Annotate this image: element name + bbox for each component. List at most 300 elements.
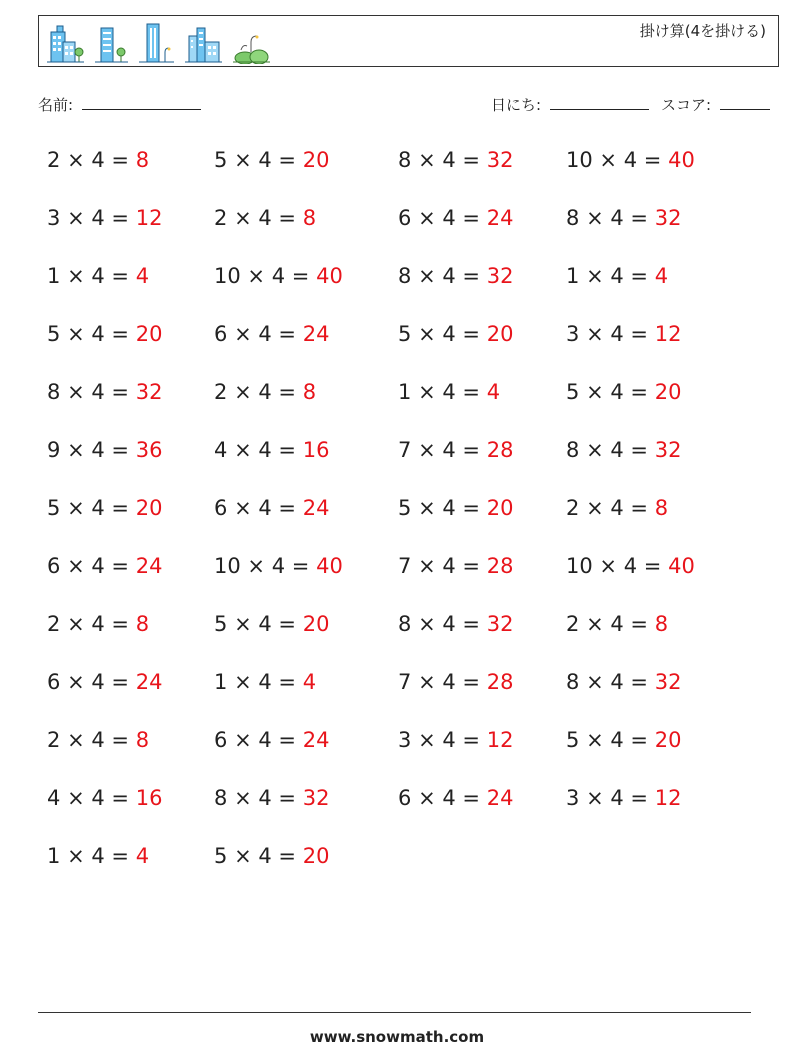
- equals-sign: =: [630, 438, 649, 462]
- problem-row: [0, 496, 794, 536]
- multiplicand: 8: [398, 148, 412, 172]
- multiplicand: 10: [214, 554, 241, 578]
- equals-sign: =: [111, 670, 130, 694]
- multiplicand: 2: [47, 612, 61, 636]
- times-sign: ×: [247, 264, 266, 288]
- problem-cell: [398, 206, 513, 230]
- problem-row: [0, 206, 794, 246]
- equals-sign: =: [111, 206, 130, 230]
- times-sign: ×: [67, 264, 85, 288]
- times-sign: ×: [418, 206, 436, 230]
- equals-sign: =: [291, 264, 310, 288]
- equals-sign: =: [111, 554, 130, 578]
- times-sign: ×: [418, 728, 436, 752]
- multiplier: 4: [442, 496, 456, 520]
- times-sign: ×: [234, 206, 252, 230]
- equals-sign: =: [111, 322, 130, 346]
- multiplier: 4: [258, 148, 272, 172]
- answer: 8: [654, 496, 669, 520]
- answer: 20: [135, 496, 163, 520]
- multiplicand: 8: [214, 786, 228, 810]
- date-blank-line[interactable]: [550, 95, 649, 110]
- problem-cell: [566, 206, 681, 230]
- problem-cell: [47, 670, 162, 694]
- worksheet-title: 掛け算(4を掛ける): [639, 22, 766, 40]
- multiplicand: 2: [47, 148, 61, 172]
- times-sign: ×: [67, 786, 85, 810]
- multiplier: 4: [610, 380, 624, 404]
- multiplier: 4: [442, 786, 456, 810]
- multiplier: 4: [442, 380, 456, 404]
- answer: 20: [302, 612, 330, 636]
- multiplier: 4: [442, 264, 456, 288]
- problem-row: [0, 728, 794, 768]
- answer: 32: [654, 206, 682, 230]
- equals-sign: =: [643, 554, 662, 578]
- multiplicand: 1: [214, 670, 228, 694]
- equals-sign: =: [630, 206, 649, 230]
- multiplier: 4: [91, 264, 105, 288]
- problem-cell: [398, 148, 513, 172]
- equals-sign: =: [278, 206, 297, 230]
- multiplicand: 6: [214, 322, 228, 346]
- multiplicand: 6: [398, 786, 412, 810]
- tower-building-icon: [93, 22, 129, 64]
- equals-sign: =: [630, 264, 649, 288]
- problem-cell: [398, 264, 513, 288]
- problem-cell: [398, 438, 513, 462]
- problem-cell: [47, 844, 149, 868]
- equals-sign: =: [630, 322, 649, 346]
- equals-sign: =: [111, 264, 130, 288]
- problem-cell: [214, 264, 343, 288]
- answer: 20: [302, 844, 330, 868]
- multiplier: 4: [258, 612, 272, 636]
- multiplicand: 6: [214, 728, 228, 752]
- equals-sign: =: [111, 612, 130, 636]
- multiplier: 4: [610, 496, 624, 520]
- problem-cell: [214, 728, 329, 752]
- multiplier: 4: [91, 554, 105, 578]
- problem-cell: [47, 322, 162, 346]
- times-sign: ×: [67, 670, 85, 694]
- multiplier: 4: [258, 786, 272, 810]
- times-sign: ×: [418, 670, 436, 694]
- multiplicand: 3: [566, 786, 580, 810]
- problem-cell: [398, 322, 513, 346]
- multiplicand: 2: [566, 612, 580, 636]
- multiplier: 4: [610, 670, 624, 694]
- equals-sign: =: [630, 612, 649, 636]
- equals-sign: =: [630, 496, 649, 520]
- problem-cell: [398, 612, 513, 636]
- times-sign: ×: [67, 322, 85, 346]
- equals-sign: =: [111, 380, 130, 404]
- multiplicand: 5: [398, 496, 412, 520]
- multiplicand: 2: [214, 206, 228, 230]
- problem-cell: [214, 786, 329, 810]
- multiplicand: 7: [398, 438, 412, 462]
- multiplicand: 8: [566, 206, 580, 230]
- multiplicand: 4: [214, 438, 228, 462]
- problem-row: [0, 322, 794, 362]
- multiplicand: 5: [566, 728, 580, 752]
- problem-cell: [47, 438, 162, 462]
- problem-cell: [214, 322, 329, 346]
- multiplier: 4: [442, 148, 456, 172]
- multiplier: 4: [91, 438, 105, 462]
- times-sign: ×: [418, 612, 436, 636]
- problem-cell: [566, 264, 668, 288]
- equals-sign: =: [291, 554, 310, 578]
- equals-sign: =: [278, 380, 297, 404]
- multiplier: 4: [610, 786, 624, 810]
- times-sign: ×: [586, 728, 604, 752]
- answer: 32: [486, 264, 514, 288]
- equals-sign: =: [643, 148, 662, 172]
- answer: 8: [654, 612, 669, 636]
- multiplier: 4: [442, 206, 456, 230]
- problem-row: [0, 786, 794, 826]
- multiplicand: 8: [398, 264, 412, 288]
- times-sign: ×: [67, 206, 85, 230]
- equals-sign: =: [111, 728, 130, 752]
- answer: 20: [654, 728, 682, 752]
- times-sign: ×: [586, 786, 604, 810]
- problem-row: [0, 438, 794, 478]
- times-sign: ×: [586, 438, 604, 462]
- answer: 28: [486, 554, 514, 578]
- multiplier: 4: [610, 322, 624, 346]
- times-sign: ×: [599, 148, 618, 172]
- answer: 32: [654, 670, 682, 694]
- times-sign: ×: [67, 844, 85, 868]
- problem-cell: [398, 786, 513, 810]
- times-sign: ×: [234, 322, 252, 346]
- multiplicand: 10: [566, 554, 593, 578]
- multiplier: 4: [442, 728, 456, 752]
- multiplicand: 5: [566, 380, 580, 404]
- multiplicand: 5: [214, 612, 228, 636]
- multiplier: 4: [258, 496, 272, 520]
- problem-cell: [47, 612, 149, 636]
- times-sign: ×: [599, 554, 618, 578]
- problem-cell: [47, 728, 149, 752]
- answer: 8: [302, 380, 317, 404]
- equals-sign: =: [630, 380, 649, 404]
- multiplier: 4: [610, 612, 624, 636]
- answer: 24: [302, 322, 330, 346]
- city-buildings-icon: [183, 22, 223, 64]
- multiplicand: 8: [566, 438, 580, 462]
- problem-cell: [566, 554, 695, 578]
- equals-sign: =: [462, 264, 481, 288]
- equals-sign: =: [462, 496, 481, 520]
- header-icons: [45, 20, 271, 64]
- equals-sign: =: [111, 438, 130, 462]
- date-field: [491, 94, 649, 115]
- times-sign: ×: [234, 496, 252, 520]
- equals-sign: =: [462, 206, 481, 230]
- multiplier: 4: [91, 206, 105, 230]
- multiplier: 4: [91, 148, 105, 172]
- answer: 20: [486, 322, 514, 346]
- multiplicand: 5: [47, 496, 61, 520]
- multiplier: 4: [623, 554, 638, 578]
- answer: 12: [654, 322, 682, 346]
- times-sign: ×: [586, 264, 604, 288]
- problem-cell: [566, 438, 681, 462]
- times-sign: ×: [67, 438, 85, 462]
- answer: 16: [135, 786, 163, 810]
- problem-row: [0, 148, 794, 188]
- times-sign: ×: [234, 148, 252, 172]
- answer: 12: [654, 786, 682, 810]
- multiplier: 4: [91, 844, 105, 868]
- multiplier: 4: [442, 670, 456, 694]
- multiplicand: 6: [214, 496, 228, 520]
- equals-sign: =: [462, 728, 481, 752]
- times-sign: ×: [67, 728, 85, 752]
- multiplier: 4: [258, 728, 272, 752]
- problem-cell: [566, 496, 668, 520]
- problem-cell: [566, 612, 668, 636]
- problem-cell: [214, 612, 329, 636]
- multiplier: 4: [91, 322, 105, 346]
- answer: 40: [668, 148, 695, 172]
- answer: 4: [302, 670, 317, 694]
- times-sign: ×: [418, 322, 436, 346]
- problem-cell: [566, 380, 681, 404]
- problem-cell: [398, 670, 513, 694]
- answer: 40: [668, 554, 695, 578]
- multiplier: 4: [271, 554, 286, 578]
- equals-sign: =: [462, 612, 481, 636]
- answer: 24: [135, 670, 163, 694]
- multiplicand: 3: [566, 322, 580, 346]
- multiplier: 4: [258, 322, 272, 346]
- equals-sign: =: [111, 148, 130, 172]
- multiplicand: 7: [398, 670, 412, 694]
- multiplier: 4: [91, 670, 105, 694]
- times-sign: ×: [586, 206, 604, 230]
- times-sign: ×: [418, 148, 436, 172]
- answer: 28: [486, 670, 514, 694]
- score-blank-line[interactable]: [720, 95, 770, 110]
- problem-cell: [214, 380, 316, 404]
- multiplier: 4: [442, 438, 456, 462]
- equals-sign: =: [462, 438, 481, 462]
- answer: 8: [302, 206, 317, 230]
- name-blank-line[interactable]: [82, 95, 201, 110]
- problem-cell: [214, 496, 329, 520]
- equals-sign: =: [278, 322, 297, 346]
- times-sign: ×: [586, 612, 604, 636]
- problem-cell: [566, 148, 695, 172]
- footer-url: www.snowmath.com: [309, 1028, 485, 1046]
- multiplicand: 8: [47, 380, 61, 404]
- multiplicand: 1: [566, 264, 580, 288]
- answer: 32: [302, 786, 330, 810]
- times-sign: ×: [234, 438, 252, 462]
- multiplicand: 6: [398, 206, 412, 230]
- multiplicand: 5: [398, 322, 412, 346]
- multiplier: 4: [442, 554, 456, 578]
- answer: 32: [486, 148, 514, 172]
- multiplicand: 6: [47, 554, 61, 578]
- answer: 40: [316, 554, 343, 578]
- date-label: 日にち:: [491, 96, 542, 114]
- problem-row: [0, 264, 794, 304]
- equals-sign: =: [462, 554, 481, 578]
- multiplier: 4: [610, 728, 624, 752]
- times-sign: ×: [586, 380, 604, 404]
- answer: 4: [654, 264, 669, 288]
- equals-sign: =: [278, 148, 297, 172]
- problem-cell: [47, 786, 162, 810]
- times-sign: ×: [418, 786, 436, 810]
- multiplier: 4: [91, 612, 105, 636]
- multiplier: 4: [91, 728, 105, 752]
- problem-cell: [214, 670, 316, 694]
- times-sign: ×: [418, 554, 436, 578]
- problem-cell: [398, 496, 513, 520]
- answer: 24: [302, 496, 330, 520]
- times-sign: ×: [67, 496, 85, 520]
- problem-cell: [566, 670, 681, 694]
- equals-sign: =: [111, 496, 130, 520]
- problem-row: [0, 612, 794, 652]
- equals-sign: =: [462, 670, 481, 694]
- multiplier: 4: [91, 496, 105, 520]
- equals-sign: =: [462, 786, 481, 810]
- problem-cell: [398, 380, 500, 404]
- problem-row: [0, 670, 794, 710]
- answer: 16: [302, 438, 330, 462]
- equals-sign: =: [462, 148, 481, 172]
- times-sign: ×: [418, 438, 436, 462]
- multiplicand: 2: [47, 728, 61, 752]
- equals-sign: =: [630, 670, 649, 694]
- answer: 24: [486, 206, 514, 230]
- equals-sign: =: [278, 728, 297, 752]
- equals-sign: =: [278, 496, 297, 520]
- times-sign: ×: [234, 612, 252, 636]
- equals-sign: =: [278, 612, 297, 636]
- times-sign: ×: [586, 496, 604, 520]
- worksheet-header: [38, 15, 779, 67]
- problem-row: [0, 554, 794, 594]
- times-sign: ×: [234, 670, 252, 694]
- multiplicand: 3: [47, 206, 61, 230]
- office-buildings-icon: [45, 22, 85, 64]
- answer: 20: [302, 148, 330, 172]
- multiplier: 4: [442, 612, 456, 636]
- answer: 8: [135, 148, 150, 172]
- times-sign: ×: [234, 728, 252, 752]
- answer: 24: [302, 728, 330, 752]
- answer: 28: [486, 438, 514, 462]
- problem-cell: [214, 554, 343, 578]
- multiplicand: 5: [214, 844, 228, 868]
- multiplier: 4: [258, 438, 272, 462]
- answer: 12: [486, 728, 514, 752]
- equals-sign: =: [278, 786, 297, 810]
- multiplier: 4: [258, 380, 272, 404]
- equals-sign: =: [462, 380, 481, 404]
- times-sign: ×: [586, 670, 604, 694]
- times-sign: ×: [234, 380, 252, 404]
- equals-sign: =: [462, 322, 481, 346]
- times-sign: ×: [418, 380, 436, 404]
- answer: 12: [135, 206, 163, 230]
- multiplier: 4: [258, 206, 272, 230]
- equals-sign: =: [630, 786, 649, 810]
- times-sign: ×: [418, 496, 436, 520]
- multiplicand: 10: [214, 264, 241, 288]
- times-sign: ×: [418, 264, 436, 288]
- multiplier: 4: [610, 206, 624, 230]
- problem-cell: [566, 728, 681, 752]
- answer: 8: [135, 612, 150, 636]
- multiplicand: 4: [47, 786, 61, 810]
- problem-cell: [566, 322, 681, 346]
- times-sign: ×: [234, 844, 252, 868]
- equals-sign: =: [278, 844, 297, 868]
- name-label: 名前:: [38, 96, 74, 114]
- multiplicand: 2: [214, 380, 228, 404]
- answer: 20: [654, 380, 682, 404]
- times-sign: ×: [67, 554, 85, 578]
- equals-sign: =: [111, 786, 130, 810]
- multiplier: 4: [442, 322, 456, 346]
- multiplicand: 1: [47, 264, 61, 288]
- footer-divider: [38, 1012, 751, 1013]
- equals-sign: =: [278, 670, 297, 694]
- multiplier: 4: [91, 786, 105, 810]
- multiplicand: 10: [566, 148, 593, 172]
- multiplier: 4: [258, 844, 272, 868]
- problem-cell: [47, 148, 149, 172]
- multiplicand: 1: [398, 380, 412, 404]
- times-sign: ×: [67, 148, 85, 172]
- problem-cell: [47, 496, 162, 520]
- times-sign: ×: [67, 380, 85, 404]
- name-field: [38, 94, 201, 115]
- multiplier: 4: [271, 264, 286, 288]
- park-trees-icon: [231, 22, 271, 64]
- answer: 36: [135, 438, 163, 462]
- answer: 20: [486, 496, 514, 520]
- problem-cell: [214, 206, 316, 230]
- multiplicand: 5: [47, 322, 61, 346]
- multiplier: 4: [91, 380, 105, 404]
- multiplicand: 2: [566, 496, 580, 520]
- multiplicand: 8: [398, 612, 412, 636]
- answer: 4: [135, 844, 150, 868]
- problem-cell: [47, 264, 149, 288]
- problem-cell: [214, 844, 329, 868]
- problem-cell: [398, 554, 513, 578]
- answer: 24: [135, 554, 163, 578]
- multiplicand: 5: [214, 148, 228, 172]
- answer: 32: [654, 438, 682, 462]
- answer: 20: [135, 322, 163, 346]
- equals-sign: =: [278, 438, 297, 462]
- multiplicand: 6: [47, 670, 61, 694]
- score-label: スコア:: [661, 96, 712, 114]
- answer: 40: [316, 264, 343, 288]
